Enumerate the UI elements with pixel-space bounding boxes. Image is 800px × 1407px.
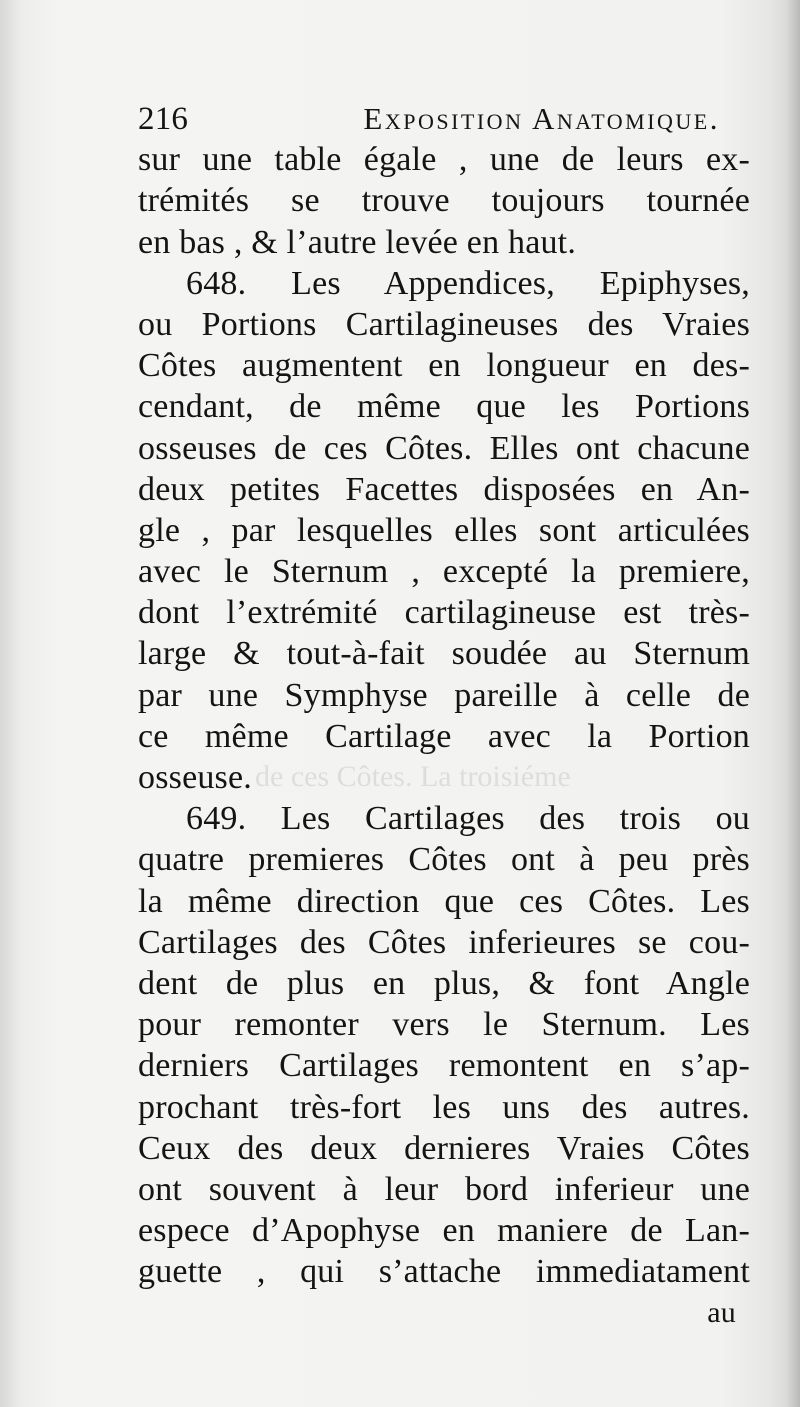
text-line: osseuses de ces Côtes. Elles ont chacune	[138, 429, 750, 467]
text-line: Côtes augmentent en longueur en des-	[138, 347, 750, 385]
running-head: Exposition Anatomique.	[363, 101, 720, 136]
text-line: espece d’Apophyse en maniere de Lan-	[138, 1212, 750, 1250]
text-line: par une Symphyse pareille à celle de	[138, 676, 750, 714]
text-line: en bas , & l’autre levée en haut.	[138, 223, 577, 261]
text-line: ce même Cartilage avec la Portion	[138, 717, 750, 755]
text-line: quatre premieres Côtes ont à peu près	[138, 841, 750, 879]
bleed-through-text: de ces Côtes. La troisiéme	[255, 760, 571, 793]
text-line: cendant, de même que les Portions	[138, 388, 750, 426]
text-line: deux petites Facettes disposées en An-	[138, 470, 750, 508]
text-line: trémités se trouve toujours tournée	[138, 182, 750, 220]
text-line: pour remonter vers le Sternum. Les	[138, 1006, 750, 1044]
text-line: dont l’extrémité cartilagineuse est très-	[138, 594, 750, 632]
text-line: osseuse.	[138, 759, 252, 796]
text-line: ou Portions Cartilagineuses des Vraies	[138, 305, 750, 343]
catchword: au	[707, 1296, 736, 1330]
text-line: prochant très-fort les uns des autres.	[138, 1088, 750, 1126]
page-number: 216	[138, 101, 189, 137]
text-line: dent de plus en plus, & font Angle	[138, 964, 750, 1002]
text-line: ont souvent à leur bord inferieur une	[138, 1170, 750, 1208]
text-line: avec le Sternum , excepté la premiere,	[138, 553, 750, 591]
text-line: Ceux des deux dernieres Vraies Côtes	[138, 1129, 750, 1167]
body-text	[138, 139, 750, 1292]
text-line: la même direction que ces Côtes. Les	[138, 882, 750, 920]
text-line: 648. Les Appendices, Epiphyses,	[186, 264, 750, 302]
text-line: derniers Cartilages remontent en s’ap-	[138, 1047, 750, 1085]
text-line: sur une table égale , une de leurs ex-	[138, 141, 750, 179]
text-line: guette , qui s’attache immediatament	[138, 1253, 750, 1291]
page-edge-shadow	[786, 0, 800, 1407]
text-line: large & tout-à-fait soudée au Sternum	[138, 635, 750, 673]
text-block	[138, 98, 750, 1334]
page-header	[138, 98, 750, 139]
text-line: 649. Les Cartilages des trois ou	[186, 800, 750, 838]
text-line: gle , par lesquelles elles sont articulées	[138, 511, 750, 549]
catchword-row	[138, 1292, 750, 1333]
text-line: Cartilages des Côtes inferieures se cou-	[138, 923, 750, 961]
